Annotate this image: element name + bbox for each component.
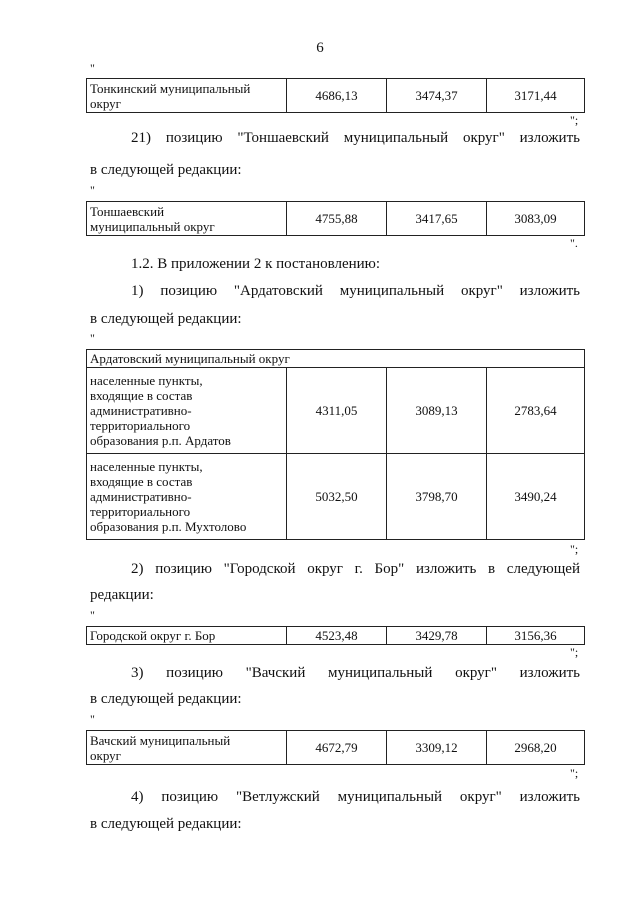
closing-quote: "; bbox=[570, 113, 579, 127]
closing-quote: "; bbox=[570, 766, 579, 780]
settlement-line: входящие в состав bbox=[90, 474, 193, 489]
page-number: 6 bbox=[316, 40, 324, 56]
value-cell: 3429,78 bbox=[387, 627, 487, 645]
opening-quote: " bbox=[90, 61, 95, 75]
settlement-line: образования р.п. Мухтолово bbox=[90, 519, 247, 534]
value-cell: 4686,13 bbox=[287, 79, 387, 113]
value-cell: 3798,70 bbox=[387, 454, 487, 540]
district-header: Ардатовский муниципальный округ bbox=[87, 350, 585, 368]
section-heading-1-2: 1.2. В приложении 2 к постановлению: bbox=[131, 256, 381, 272]
value-cell: 4523,48 bbox=[287, 627, 387, 645]
paragraph-item-21-cont: в следующей редакции: bbox=[90, 162, 242, 178]
value-cell: 3156,36 bbox=[487, 627, 585, 645]
value-cell: 3171,44 bbox=[487, 79, 585, 113]
settlement-line: населенные пункты, bbox=[90, 373, 203, 388]
district-name bbox=[87, 79, 287, 113]
paragraph-item-21: 21) позицию "Тоншаевский муниципальный округ" изложить bbox=[131, 130, 580, 146]
district-name bbox=[87, 202, 287, 236]
table-header-row bbox=[87, 350, 585, 368]
table-row bbox=[87, 454, 585, 540]
district-name-line: Тоншаевский bbox=[90, 203, 165, 219]
opening-quote: " bbox=[90, 183, 95, 197]
table-tonkinsky bbox=[86, 78, 585, 113]
settlement-description bbox=[87, 368, 287, 454]
settlement-line: административно- bbox=[90, 403, 192, 418]
paragraph-item-2: 2) позицию "Городской округ г. Бор" изложить в следующей bbox=[131, 561, 580, 577]
paragraph-item-3-cont: в следующей редакции: bbox=[90, 691, 242, 707]
settlement-line: образования р.п. Ардатов bbox=[90, 433, 231, 448]
paragraph-item-1-cont: в следующей редакции: bbox=[90, 311, 242, 327]
settlement-line: территориального bbox=[90, 504, 191, 519]
table-tonshaevsky bbox=[86, 201, 585, 236]
value-cell: 3309,12 bbox=[387, 731, 487, 765]
closing-quote: "; bbox=[570, 645, 579, 659]
paragraph-item-2-cont: редакции: bbox=[90, 587, 154, 603]
closing-quote: ". bbox=[570, 236, 578, 250]
value-cell: 4755,88 bbox=[287, 202, 387, 236]
table-row bbox=[87, 731, 585, 765]
settlement-line: территориального bbox=[90, 418, 191, 433]
table-ardatovsky bbox=[86, 349, 585, 540]
district-name-line: округ bbox=[90, 95, 121, 111]
paragraph-item-3: 3) позицию "Вачский муниципальный округ" изложить bbox=[131, 665, 580, 681]
district-name: Городской округ г. Бор bbox=[87, 627, 287, 645]
district-name-line: Тонкинский муниципальный bbox=[90, 80, 251, 96]
settlement-description bbox=[87, 454, 287, 540]
district-name-line: Вачский муниципальный bbox=[90, 732, 231, 748]
paragraph-item-4-cont: в следующей редакции: bbox=[90, 816, 242, 832]
opening-quote: " bbox=[90, 331, 95, 345]
settlement-line: входящие в состав bbox=[90, 388, 193, 403]
value-cell: 3490,24 bbox=[487, 454, 585, 540]
settlement-line: административно- bbox=[90, 489, 192, 504]
table-row bbox=[87, 202, 585, 236]
value-cell: 3474,37 bbox=[387, 79, 487, 113]
district-name-line: муниципальный округ bbox=[90, 218, 215, 234]
value-cell: 4311,05 bbox=[287, 368, 387, 454]
district-name bbox=[87, 731, 287, 765]
table-row bbox=[87, 79, 585, 113]
opening-quote: " bbox=[90, 712, 95, 726]
opening-quote: " bbox=[90, 608, 95, 622]
value-cell: 4672,79 bbox=[287, 731, 387, 765]
value-cell: 2968,20 bbox=[487, 731, 585, 765]
value-cell: 3089,13 bbox=[387, 368, 487, 454]
table-bor bbox=[86, 626, 585, 645]
value-cell: 2783,64 bbox=[487, 368, 585, 454]
value-cell: 5032,50 bbox=[287, 454, 387, 540]
paragraph-item-1: 1) позицию "Ардатовский муниципальный округ" изложить bbox=[131, 283, 580, 299]
settlement-line: населенные пункты, bbox=[90, 459, 203, 474]
table-row bbox=[87, 627, 585, 645]
value-cell: 3083,09 bbox=[487, 202, 585, 236]
closing-quote: "; bbox=[570, 542, 579, 556]
table-vachsky bbox=[86, 730, 585, 765]
value-cell: 3417,65 bbox=[387, 202, 487, 236]
table-row bbox=[87, 368, 585, 454]
district-name-line: округ bbox=[90, 747, 121, 763]
paragraph-item-4: 4) позицию "Ветлужский муниципальный округ" изложить bbox=[131, 789, 580, 805]
